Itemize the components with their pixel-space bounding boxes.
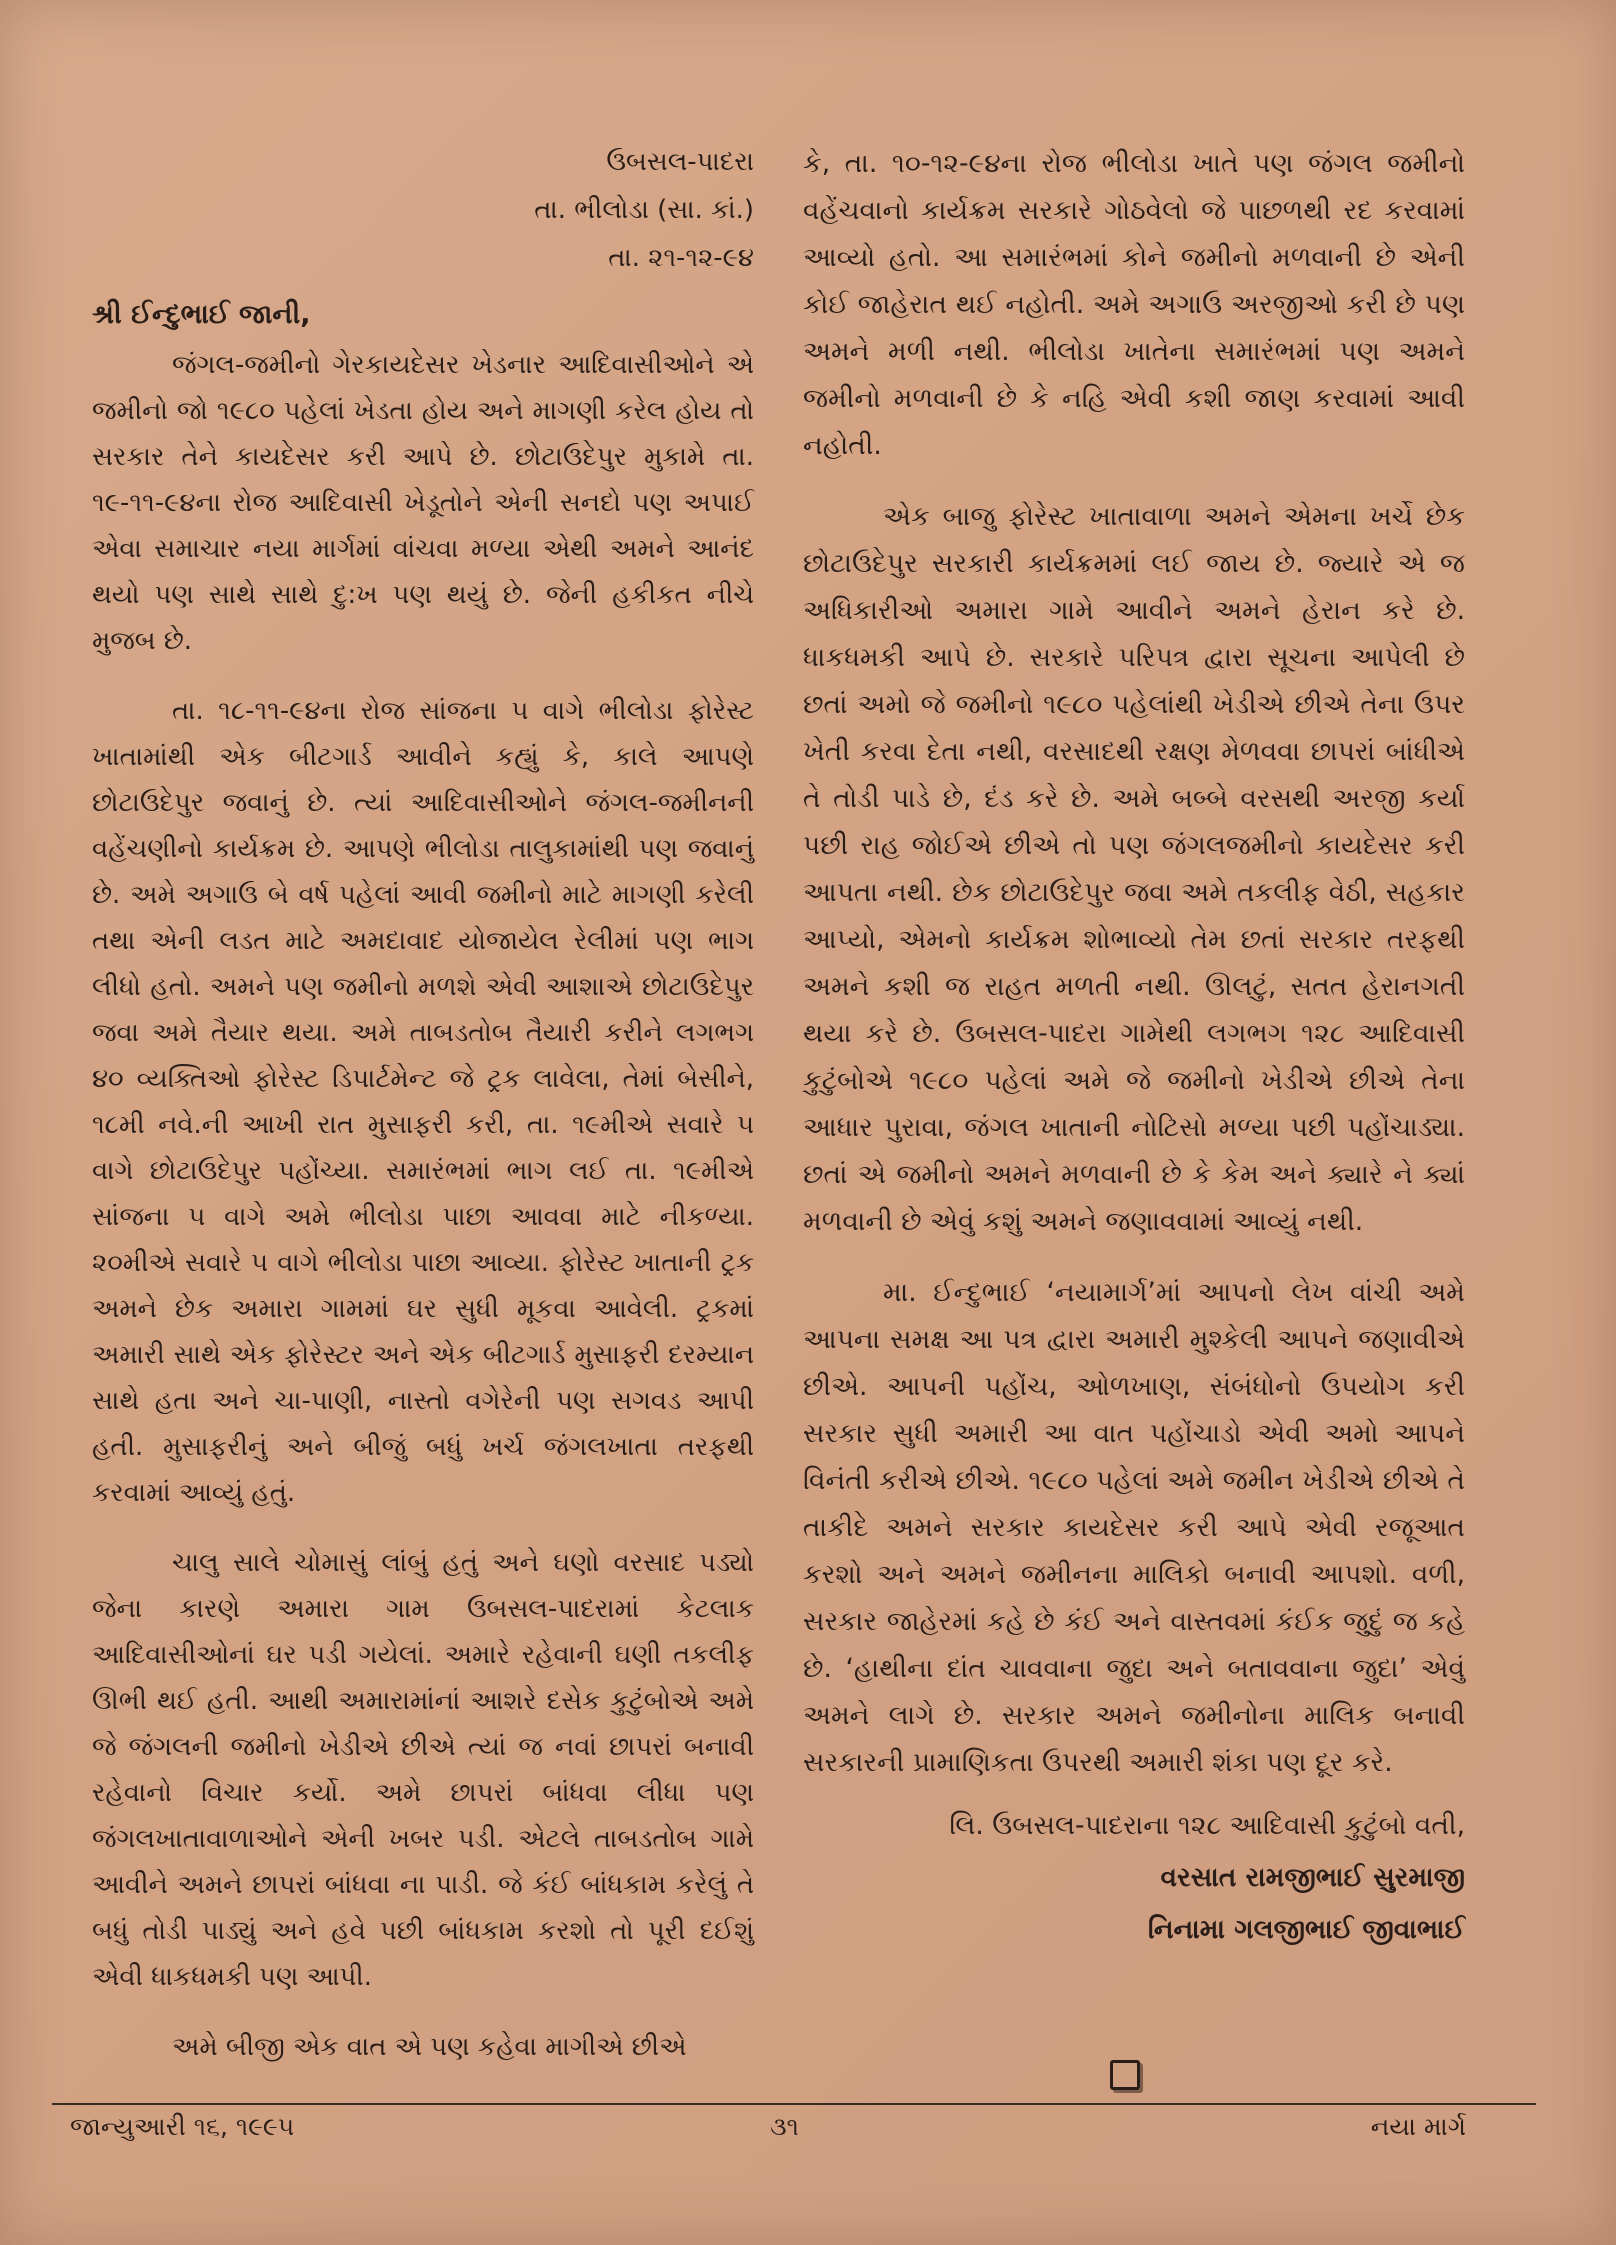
paragraph-continued: અમે બીજી એક વાત એ પણ કહેવા માગીએ છીએ (172, 2032, 687, 2062)
paragraph: ચાલુ સાલે ચોમાસું લાંબું હતું અને ઘણો વરસાદ પડ્યો જેના કારણે અમારા ગામ ઉબસલ-પાદરામાં કેટલાક આદિવાસીઓનાં ઘર પડી ગયેલાં. અમારે રહેવાની ઘણી તકલીફ ઊભી થઈ હતી. આથી અમારામાંનાં આશરે દસેક કુટુંબોએ અમે જે જંગલની જમીનો ખેડીએ છીએ ત્યાં જ નવાં છાપરાં બનાવી રહેવાનો વિચાર કર્યો. અમે છાપરાં બાંધવા લીધા પણ જંગલખાતાવાળાઓને એની ખબર પડી. એટલે તાબડતોબ ગામે આવીને અમને છાપરાં બાંધવા ના પાડી. જે કંઈ બાંધકામ કરેલું તે બધું તોડી પાડ્યું અને હવે પછી બાંધકામ કરશો તો પૂરી દઈશું એવી ધાકધમકી પણ આપી. (92, 1548, 754, 1992)
left-column (92, 138, 754, 2070)
page-number: ૩૧ (770, 2112, 799, 2141)
footer-divider (52, 2103, 1536, 2105)
address-line-village: ઉબસલ-પાદરા (606, 147, 754, 177)
signoff (803, 1800, 1465, 1956)
address-line-taluka: તા. ભીલોડા (સા. કાં.) (534, 195, 754, 225)
sender-address (92, 138, 754, 282)
signatory-1: વરસાત રામજીભાઈ સુરમાજી (1160, 1862, 1465, 1893)
paragraph-continuation: કે, તા. ૧૦-૧૨-૯૪ના રોજ ભીલોડા ખાતે પણ જંગલ જમીનો વહેંચવાનો કાર્યક્રમ સરકારે ગોઠવેલો જે પાછળથી રદ કરવામાં આવ્યો હતો. આ સમારંભમાં કોને જમીનો મળવાની છે એની કોઈ જાહેરાત થઈ નહોતી. અમે અગાઉ અરજીઓ કરી છે પણ અમને મળી નથી. ભીલોડા ખાતેના સમારંભમાં પણ અમને જમીનો મળવાની છે કે નહિ એવી કશી જાણ કરવામાં આવી નહોતી. (803, 148, 1465, 461)
signoff-line: લિ. ઉબસલ-પાદરાના ૧૨૮ આદિવાસી કુટુંબો વતી, (949, 1810, 1465, 1841)
paragraph: મા. ઈન્દુભાઈ ‘નયામાર્ગ’માં આપનો લેખ વાંચી અમે આપના સમક્ષ આ પત્ર દ્વારા અમારી મુશ્કેલી આપને જણાવીએ છીએ. આપની પહોંચ, ઓળખાણ, સંબંધોનો ઉપયોગ કરી સરકાર સુધી અમારી આ વાત પહોંચાડો એવી અમો આપને વિનંતી કરીએ છીએ. ૧૯૮૦ પહેલાં અમે જમીન ખેડીએ છીએ તે તાકીદે અમને સરકાર કાયદેસર કરી આપે એવી રજૂઆત કરશો અને અમને જમીનના માલિકો બનાવી આપશો. વળી, સરકાર જાહેરમાં કહે છે કંઈ અને વાસ્તવમાં કંઈક જુદું જ કહે છે. ‘હાથીના દાંત ચાવવાના જુદા અને બતાવવાના જુદા’ એવું અમને લાગે છે. સરકાર અમને જમીનોના માલિક બનાવી સરકારની પ્રામાણિકતા ઉપરથી અમારી શંકા પણ દૂર કરે. (803, 1277, 1465, 1778)
salutation: શ્રી ઈન્દુભાઈ જાની, (92, 299, 311, 330)
paragraph: જંગલ-જમીનો ગેરકાયદેસર ખેડનાર આદિવાસીઓને એ જમીનો જો ૧૯૮૦ પહેલાં ખેડતા હોય અને માગણી કરેલ હોય તો સરકાર તેને કાયદેસર કરી આપે છે. છોટાઉદેપુર મુકામે તા. ૧૯-૧૧-૯૪ના રોજ આદિવાસી ખેડૂતોને એની સનદો પણ અપાઈ એવા સમાચાર નયા માર્ગમાં વાંચવા મળ્યા એથી અમને આનંદ થયો પણ સાથે સાથે દુ:ખ પણ થયું છે. જેની હકીકત નીચે મુજબ છે. (92, 350, 754, 656)
letter-date: તા. ૨૧-૧૨-૯૪ (608, 243, 754, 273)
right-column (803, 140, 1465, 1956)
end-of-article-icon (1110, 2060, 1140, 2090)
paragraph: તા. ૧૮-૧૧-૯૪ના રોજ સાંજના ૫ વાગે ભીલોડા ફોરેસ્ટ ખાતામાંથી એક બીટગાર્ડ આવીને કહ્યું કે, કાલે આપણે છોટાઉદેપુર જવાનું છે. ત્યાં આદિવાસીઓને જંગલ-જમીનની વહેંચણીનો કાર્યક્રમ છે. આપણે ભીલોડા તાલુકામાંથી પણ જવાનું છે. અમે અગાઉ બે વર્ષ પહેલાં આવી જમીનો માટે માગણી કરેલી તથા એની લડત માટે અમદાવાદ યોજાયેલ રેલીમાં પણ ભાગ લીધો હતો. અમને પણ જમીનો મળશે એવી આશાએ છોટાઉદેપુર જવા અમે તૈયાર થયા. અમે તાબડતોબ તૈયારી કરીને લગભગ ૪૦ વ્યક્તિઓ ફોરેસ્ટ ડિપાર્ટમેન્ટ જે ટ્રક લાવેલા, તેમાં બેસીને, ૧૮મી નવે.ની આખી રાત મુસાફરી કરી, તા. ૧૯મીએ સવારે ૫ વાગે છોટાઉદેપુર પહોંચ્યા. સમારંભમાં ભાગ લઈ તા. ૧૯મીએ સાંજના ૫ વાગે અમે ભીલોડા પાછા આવવા માટે નીકળ્યા. ૨૦મીએ સવારે ૫ વાગે ભીલોડા પાછા આવ્યા. ફોરેસ્ટ ખાતાની ટ્રક અમને છેક અમારા ગામમાં ઘર સુધી મૂકવા આવેલી. ટ્રકમાં અમારી સાથે એક ફોરેસ્ટર અને એક બીટગાર્ડ મુસાફરી દરમ્યાન સાથે હતા અને ચા-પાણી, નાસ્તો વગેરેની પણ સગવડ આપી હતી. મુસાફરીનું અને બીજું બધું ખર્ચ જંગલખાતા તરફથી કરવામાં આવ્યું હતું. (92, 696, 754, 1508)
paragraph: એક બાજુ ફોરેસ્ટ ખાતાવાળા અમને એમના ખર્ચે છેક છોટાઉદેપુર સરકારી કાર્યક્રમમાં લઈ જાય છે. જ્યારે એ જ અધિકારીઓ અમારા ગામે આવીને અમને હેરાન કરે છે. ધાકધમકી આપે છે. સરકારે પરિપત્ર દ્વારા સૂચના આપેલી છે છતાં અમો જે જમીનો ૧૯૮૦ પહેલાંથી ખેડીએ છીએ તેના ઉપર ખેતી કરવા દેતા નથી, વરસાદથી રક્ષણ મેળવવા છાપરાં બાંધીએ તે તોડી પાડે છે, દંડ કરે છે. અમે બબ્બે વરસથી અરજી કર્યા પછી રાહ જોઈએ છીએ તો પણ જંગલજમીનો કાયદેસર કરી આપતા નથી. છેક છોટાઉદેપુર જવા અમે તકલીફ વેઠી, સહકાર આપ્યો, એમનો કાર્યક્રમ શોભાવ્યો તેમ છતાં સરકાર તરફથી અમને કશી જ રાહત મળતી નથી. ઊલટું, સતત હેરાનગતી થયા કરે છે. ઉબસલ-પાદરા ગામેથી લગભગ ૧૨૮ આદિવાસી કુટુંબોએ ૧૯૮૦ પહેલાં અમે જે જમીનો ખેડીએ છીએ તેના આધાર પુરાવા, જંગલ ખાતાની નોટિસો મળ્યા પછી પહોંચાડ્યા. છતાં એ જમીનો અમને મળવાની છે કે કેમ અને ક્યારે ને ક્યાં મળવાની છે એવું કશું અમને જણાવવામાં આવ્યું નથી. (803, 501, 1465, 1237)
magazine-name: નયા માર્ગ (1370, 2112, 1466, 2141)
signatory-2: નિનામા ગલજીભાઈ જીવાભાઈ (1147, 1914, 1465, 1945)
footer-issue-date: જાન્યુઆરી ૧૬, ૧૯૯૫ (70, 2112, 295, 2141)
